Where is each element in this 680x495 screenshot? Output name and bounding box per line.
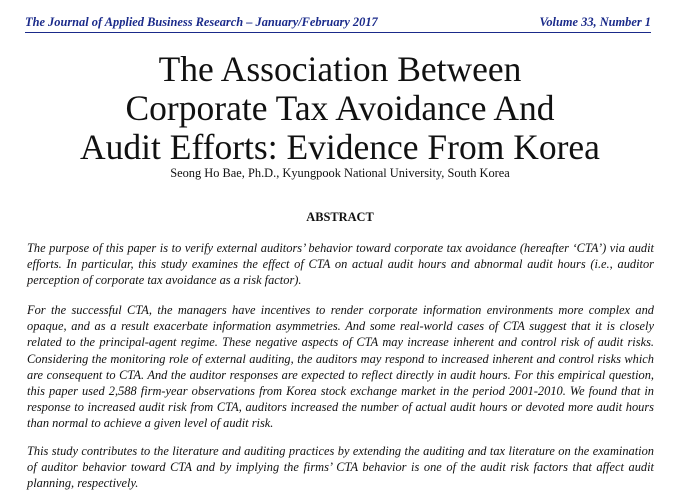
paper-title: [0, 50, 680, 167]
abstract-paragraph-3: This study contributes to the literature and auditing practices by extending the auditing and tax literature on the examination of auditor behavior toward CTA and by implying the firms’ CTA behavior is one of the audit risk factors that affect audit planning, respectively.: [27, 444, 654, 491]
abstract-paragraph-1: The purpose of this paper is to verify external auditors’ behavior toward corporate tax avoidance (hereafter ‘CTA’) via audit efforts. In particular, this study examines the effect of CTA on actual audit hours and abnormal audit hours (i.e., auditor perception of corporate tax avoidance as a risk factor).: [27, 241, 654, 288]
author-line: Seong Ho Bae, Ph.D., Kyungpook National University, South Korea: [170, 166, 510, 180]
volume-number: Volume 33, Number 1: [539, 15, 651, 29]
journal-name: The Journal of Applied Business Research – January/February 2017: [25, 15, 378, 29]
running-header: [25, 15, 651, 33]
abstract-paragraph-2: For the successful CTA, the managers have incentives to render corporate information environments more complex and opaque, and as a result exacerbate information asymmetries. And some real-world cases of CTA suggest that it is closely related to the principal-agent regime. These negative aspects of CTA may increase inherent and control risk of audit risks. Considering the monitoring role of external auditing, the auditors may respond to increased inherent and control risks which are consequent to CTA. And the auditor responses are expected to reflect directly in audit hours. For this empirical question, this paper used 2,588 firm-year observations from Korea stock exchange market in the period 2001-2010. We found that in response to increased audit risk from CTA, auditors increased the number of actual audit hours or devoted more audit hours than normal to achieve a given level of audit risk.: [27, 303, 654, 431]
title-line: The Association Between: [158, 49, 522, 89]
abstract-heading: ABSTRACT: [306, 210, 374, 224]
title-line: Corporate Tax Avoidance And: [125, 88, 555, 128]
title-line: Audit Efforts: Evidence From Korea: [80, 127, 600, 167]
